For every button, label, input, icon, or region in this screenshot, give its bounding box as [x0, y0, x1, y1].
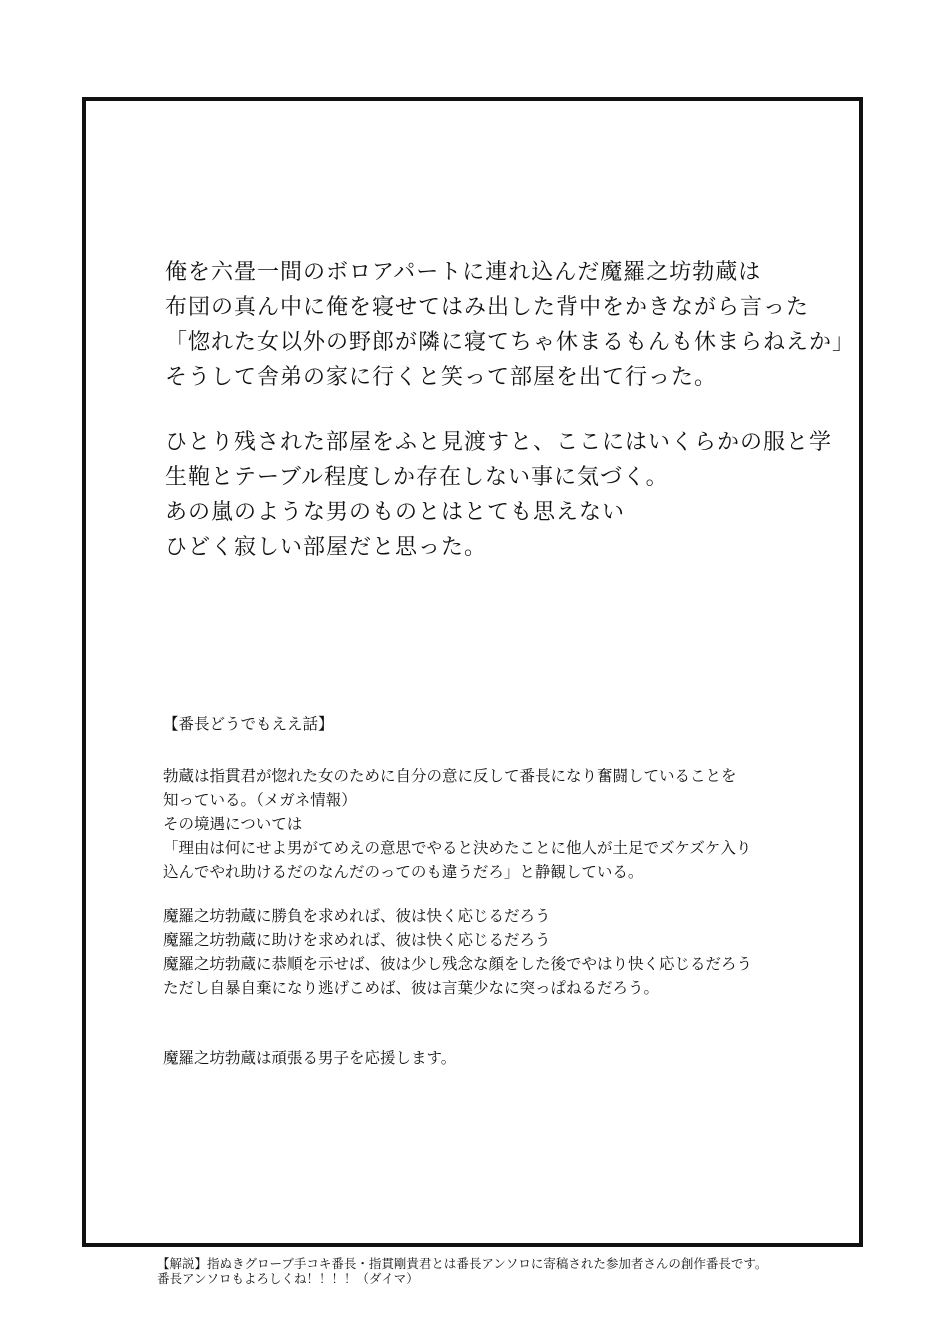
- notes-line: 魔羅之坊勃蔵は頑張る男子を応援します。: [163, 1049, 457, 1067]
- notes-line: 魔羅之坊勃蔵に勝負を求めれば、彼は快く応じるだろう: [163, 907, 551, 925]
- story-paragraph-2: [165, 425, 845, 565]
- notes-block-3: [163, 1046, 833, 1070]
- notes-line: 魔羅之坊勃蔵に恭順を示せば、彼は少し残念な顔をした後でやはり快く応じるだろう: [163, 955, 753, 973]
- notes-line: その境遇については: [163, 815, 303, 833]
- story-line: 俺を六畳一間のボロアパートに連れ込んだ魔羅之坊勃蔵は: [165, 260, 762, 285]
- story-line: あの嵐のような男のものとはとても思えない: [165, 500, 626, 525]
- story-text: [165, 255, 856, 565]
- notes-line: 魔羅之坊勃蔵に助けを求めれば、彼は快く応じるだろう: [163, 931, 551, 949]
- story-line: ひどく寂しい部屋だと思った。: [165, 535, 488, 560]
- notes-line: 込んでやれ助けるだのなんだのってのも違うだろ」と静観している。: [163, 863, 644, 881]
- story-line: 生鞄とテーブル程度しか存在しない事に気づく。: [165, 465, 669, 490]
- footer-note: [157, 1256, 857, 1286]
- notes-heading: 【番長どうでもええ話】: [163, 715, 334, 733]
- notes-line: ただし自暴自棄になり逃げこめば、彼は言葉少なに突っぱねるだろう。: [163, 979, 660, 997]
- notes-line: 「理由は何にせよ男がてめえの意思でやると決めたことに他人が土足でズケズケ入り: [163, 839, 752, 857]
- notes-line: 勃蔵は指貫君が惚れた女のために自分の意に反して番長になり奮闘していることを: [163, 767, 737, 785]
- notes-block-1: [163, 764, 833, 884]
- footer-line: 【解説】指ぬきグローブ手コキ番長・指貫剛貴君とは番長アンソロに寄稿された参加者さんの創作番長です。: [157, 1256, 768, 1271]
- notes-line: 知っている。（メガネ情報）: [163, 791, 357, 809]
- story-line: ひとり残された部屋をふと見渡すと、ここにはいくらかの服と学: [165, 430, 833, 455]
- story-paragraph-1: [165, 255, 856, 395]
- story-line: そうして舎弟の家に行くと笑って部屋を出て行った。: [165, 365, 718, 390]
- story-line: 「惚れた女以外の野郎が隣に寝てちゃ休まるもんも休まらねえか」: [165, 330, 856, 355]
- notes-section: [163, 712, 833, 1070]
- notes-block-2: [163, 904, 833, 1000]
- footer-line: 番長アンソロもよろしくね！！！！（ダイマ）: [157, 1271, 419, 1286]
- story-line: 布団の真ん中に俺を寝せてはみ出した背中をかきながら言った: [165, 295, 810, 320]
